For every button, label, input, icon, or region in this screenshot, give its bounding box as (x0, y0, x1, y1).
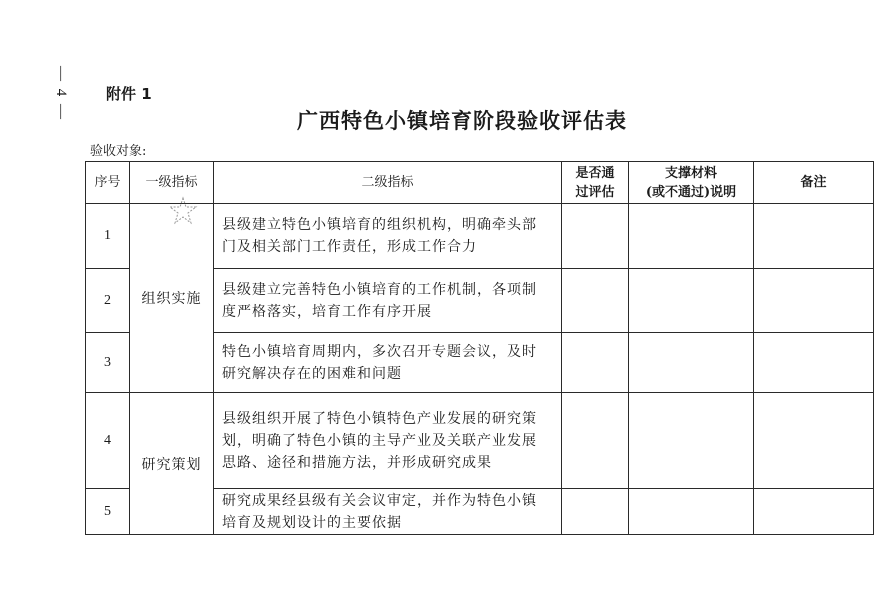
header-pass-line1: 是否通 (575, 165, 615, 181)
indicator-text: 县级建立完善特色小镇培育的工作机制，各项制度严格落实，培育工作有序开展 (214, 269, 562, 333)
indicator-text: 特色小镇培育周期内，多次召开专题会议，及时研究解决存在的困难和问题 (214, 333, 562, 393)
table-row (86, 204, 874, 269)
table-row (86, 393, 874, 489)
support-cell[interactable] (629, 333, 754, 393)
header-remarks: 备注 (754, 162, 874, 204)
support-cell[interactable] (629, 489, 754, 535)
page-number-marker: — 4 — (53, 66, 69, 121)
level1-cell: 组织实施 (130, 204, 214, 393)
header-level2: 二级指标 (214, 162, 562, 204)
row-seq: 4 (86, 393, 130, 489)
pass-cell[interactable] (562, 204, 629, 269)
subject-label: 验收对象: (90, 144, 147, 159)
level1-cell: 研究策划 (130, 393, 214, 535)
attachment-label: 附件 1 (106, 85, 152, 103)
remarks-cell[interactable] (754, 269, 874, 333)
indicator-text: 县级组织开展了特色小镇特色产业发展的研究策划，明确了特色小镇的主导产业及关联产业发展思路、途径和措施方法，并形成研究成果 (214, 393, 562, 489)
remarks-cell[interactable] (754, 489, 874, 535)
pass-cell[interactable] (562, 333, 629, 393)
row-seq: 2 (86, 269, 130, 333)
pass-cell[interactable] (562, 393, 629, 489)
document-title: 广西特色小镇培育阶段验收评估表 (297, 109, 627, 133)
header-seq: 序号 (86, 162, 130, 204)
remarks-cell[interactable] (754, 204, 874, 269)
remarks-cell[interactable] (754, 393, 874, 489)
support-cell[interactable] (629, 393, 754, 489)
header-support-line1: 支撑材料 (664, 165, 717, 181)
header-support-line2: (或不通过)说明 (645, 184, 737, 200)
row-seq: 5 (86, 489, 130, 535)
star-stamp-icon (168, 196, 198, 226)
header-level1: 一级指标 (130, 162, 214, 204)
row-seq: 1 (86, 204, 130, 269)
pass-cell[interactable] (562, 269, 629, 333)
remarks-cell[interactable] (754, 333, 874, 393)
support-cell[interactable] (629, 204, 754, 269)
row-seq: 3 (86, 333, 130, 393)
header-support (629, 162, 754, 204)
indicator-text: 县级建立特色小镇培育的组织机构，明确牵头部门及相关部门工作责任，形成工作合力 (214, 204, 562, 269)
header-pass-line2: 过评估 (575, 184, 615, 200)
pass-cell[interactable] (562, 489, 629, 535)
header-pass (562, 162, 629, 204)
evaluation-table (85, 161, 874, 535)
indicator-text: 研究成果经县级有关会议审定，并作为特色小镇培育及规划设计的主要依据 (214, 489, 562, 535)
table-header-row (86, 162, 874, 204)
support-cell[interactable] (629, 269, 754, 333)
